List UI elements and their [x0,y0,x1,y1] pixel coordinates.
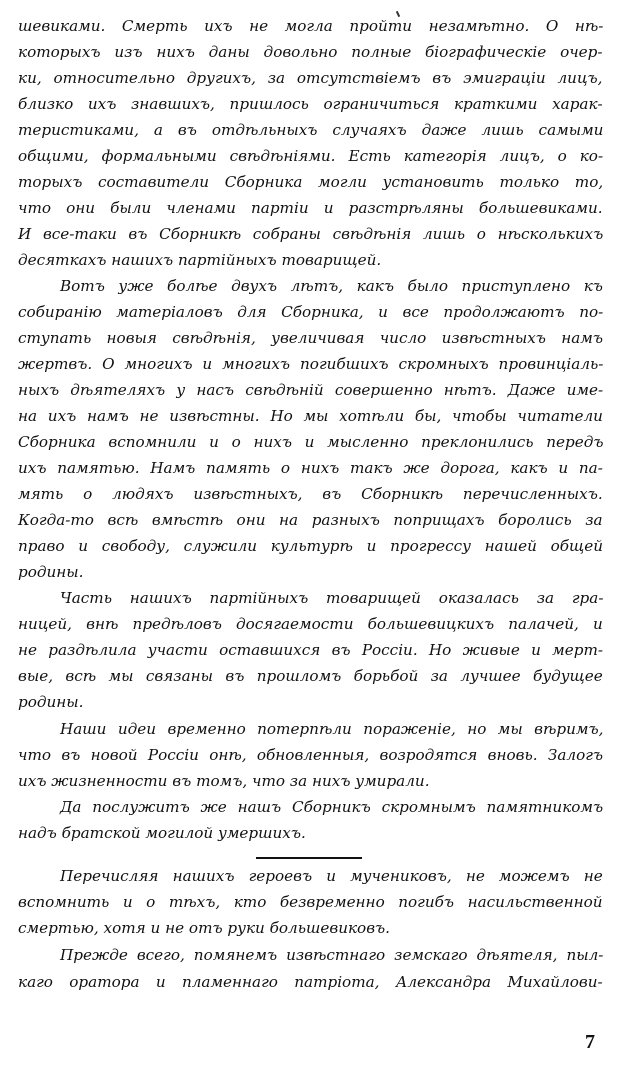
text-line: что они были членами партіи и разстрѣляны большевиками. [18,199,603,217]
text-line: не раздѣлила участи оставшихся въ Россіи. Но живые и мерт- [18,641,603,659]
text-line: ныхъ дѣятеляхъ у насъ свѣдѣній совершенно нѣтъ. Даже име- [18,381,604,399]
text-line: ки, относительно другихъ, за отсутствіемъ въ эмиграціи лицъ, [18,69,603,87]
text-line: ихъ памятью. Намъ память о нихъ такъ же дорога, какъ и па- [18,459,603,477]
text-line: которыхъ изъ нихъ даны довольно полные біографическіе очер- [18,43,603,61]
text-line: Вотъ уже болѣе двухъ лѣтъ, какъ было приступлено къ [60,277,603,295]
text-line: мять о людяхъ извѣстныхъ, въ Сборникѣ перечисленныхъ. [18,485,603,503]
text-line: общими, формальными свѣдѣніями. Есть категорія лицъ, о ко- [18,147,604,165]
text-line: Перечисляя нашихъ героевъ и мучениковъ, не можемъ не [60,867,603,885]
text-line: ихъ жизненности въ томъ, что за нихъ умирали. [18,772,430,790]
page-number: 7 [585,1031,595,1053]
section-divider [256,857,362,859]
text-line: смертью, хотя и не отъ руки большевиковъ. [18,919,390,937]
text-line: близко ихъ знавшихъ, пришлось ограничиться краткими харак- [18,95,603,113]
text-line: родины. [18,563,84,581]
text-line: право и свободу, служили культурѣ и прогрессу нашей общей [18,537,603,555]
text-line: надъ братской могилой умершихъ. [18,824,306,842]
text-line: Да послужитъ же нашъ Сборникъ скромнымъ памятникомъ [60,798,604,816]
text-line: десяткахъ нашихъ партійныхъ товарищей. [18,251,382,269]
text-line: вспомнить и о тѣхъ, кто безвременно погибъ насильственной [18,893,603,911]
text-line: Часть нашихъ партійныхъ товарищей оказалась за гра- [60,589,604,607]
text-line: ступать новыя свѣдѣнія, увеличивая число извѣстныхъ намъ [18,329,603,347]
text-line: на ихъ намъ не извѣстны. Но мы хотѣли бы, чтобы читатели [18,407,603,425]
text-line: жертвъ. О многихъ и многихъ погибшихъ скромныхъ провинціаль- [18,355,604,373]
text-line: Сборника вспомнили и о нихъ и мысленно преклонились передъ [18,433,604,451]
text-line: вые, всѣ мы связаны въ прошломъ борьбой за лучшее будущее [18,667,603,685]
text-line: ницей, внѣ предѣловъ досягаемости большевицкихъ палачей, и [18,615,603,633]
text-line: собиранію матеріаловъ для Сборника, и все продолжаютъ по- [18,303,604,321]
text-line: каго оратора и пламеннаго патріота, Александра Михайлови- [18,973,603,991]
text-line: теристиками, а въ отдѣльныхъ случаяхъ даже лишь самыми [18,121,604,139]
text-line: Когда-то всѣ вмѣстѣ они на разныхъ поприщахъ боролись за [18,511,603,529]
text-line: шевиками. Смерть ихъ не могла пройти незамѣтно. О нѣ- [18,17,604,35]
text-line: Наши идеи временно потерпѣли пораженіе, но мы вѣримъ, [60,720,604,738]
text-line: родины. [18,693,84,711]
text-line: Прежде всего, помянемъ извѣстнаго земскаго дѣятеля, пыл- [60,946,604,964]
text-line: торыхъ составители Сборника могли установить только то, [18,173,604,191]
text-line: И все-таки въ Сборникѣ собраны свѣдѣнія лишь о нѣсколькихъ [18,225,604,243]
text-line: что въ новой Россіи онѣ, обновленныя, возродятся вновь. Залогъ [18,746,604,764]
